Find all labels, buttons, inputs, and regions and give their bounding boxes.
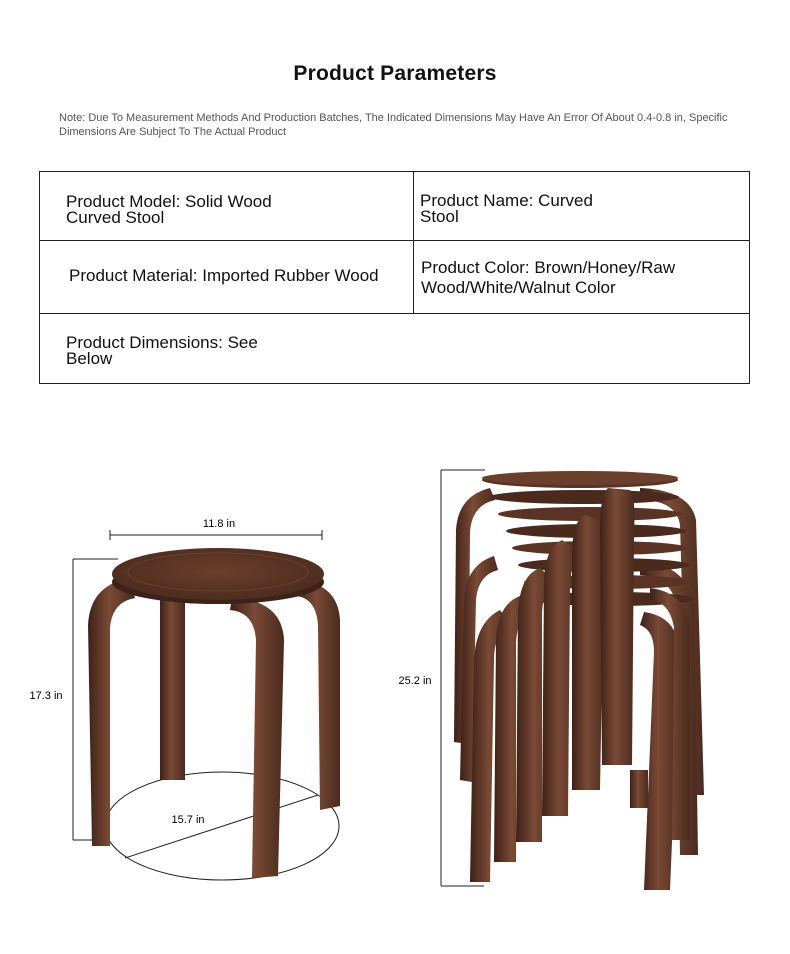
product-dimensions-line1: Product Dimensions: See [66,333,258,352]
stack-height-label: 25.2 in [398,675,432,687]
stool-seat [112,548,324,600]
product-material-cell: Product Material: Imported Rubber Wood [69,266,379,285]
product-color-line1: Product Color: Brown/Honey/Raw [421,258,676,277]
stack-leg [600,488,635,765]
measurement-note: Note: Due To Measurement Methods And Production Batches, The Indicated Dimensions May Have An Error Of About 0.4-0.8 in, Specific Dimensions Are Subject To The Actual Product [59,112,728,138]
single-stool [29,518,340,880]
stacked-stools [398,470,704,890]
seat-diameter-label: 11.8 in [202,518,236,530]
product-model-line2: Curved Stool [66,208,165,227]
page-title: Product Parameters [293,62,497,85]
stack-top-seat [482,471,678,485]
stack-leg [572,515,605,790]
product-color-line2: Wood/White/Walnut Color [421,278,616,297]
base-diameter-line [125,795,318,858]
stool-leg-front-left [88,578,135,846]
seat-width-dimension-line [110,530,322,540]
product-model-line1: Product Model: Solid Wood [66,192,272,211]
stool-leg-front-right [230,598,284,878]
stool-height-label: 17.3 in [29,690,63,702]
stack-leg [630,770,648,808]
stool-leg-back-left [160,595,185,780]
product-dimensions-line2: Below [66,349,113,368]
product-name-line1: Product Name: Curved [420,191,593,210]
base-diameter-label: 15.7 in [171,814,205,826]
stool-leg-back-right [296,580,340,810]
product-name-line2: Stool [420,207,459,226]
